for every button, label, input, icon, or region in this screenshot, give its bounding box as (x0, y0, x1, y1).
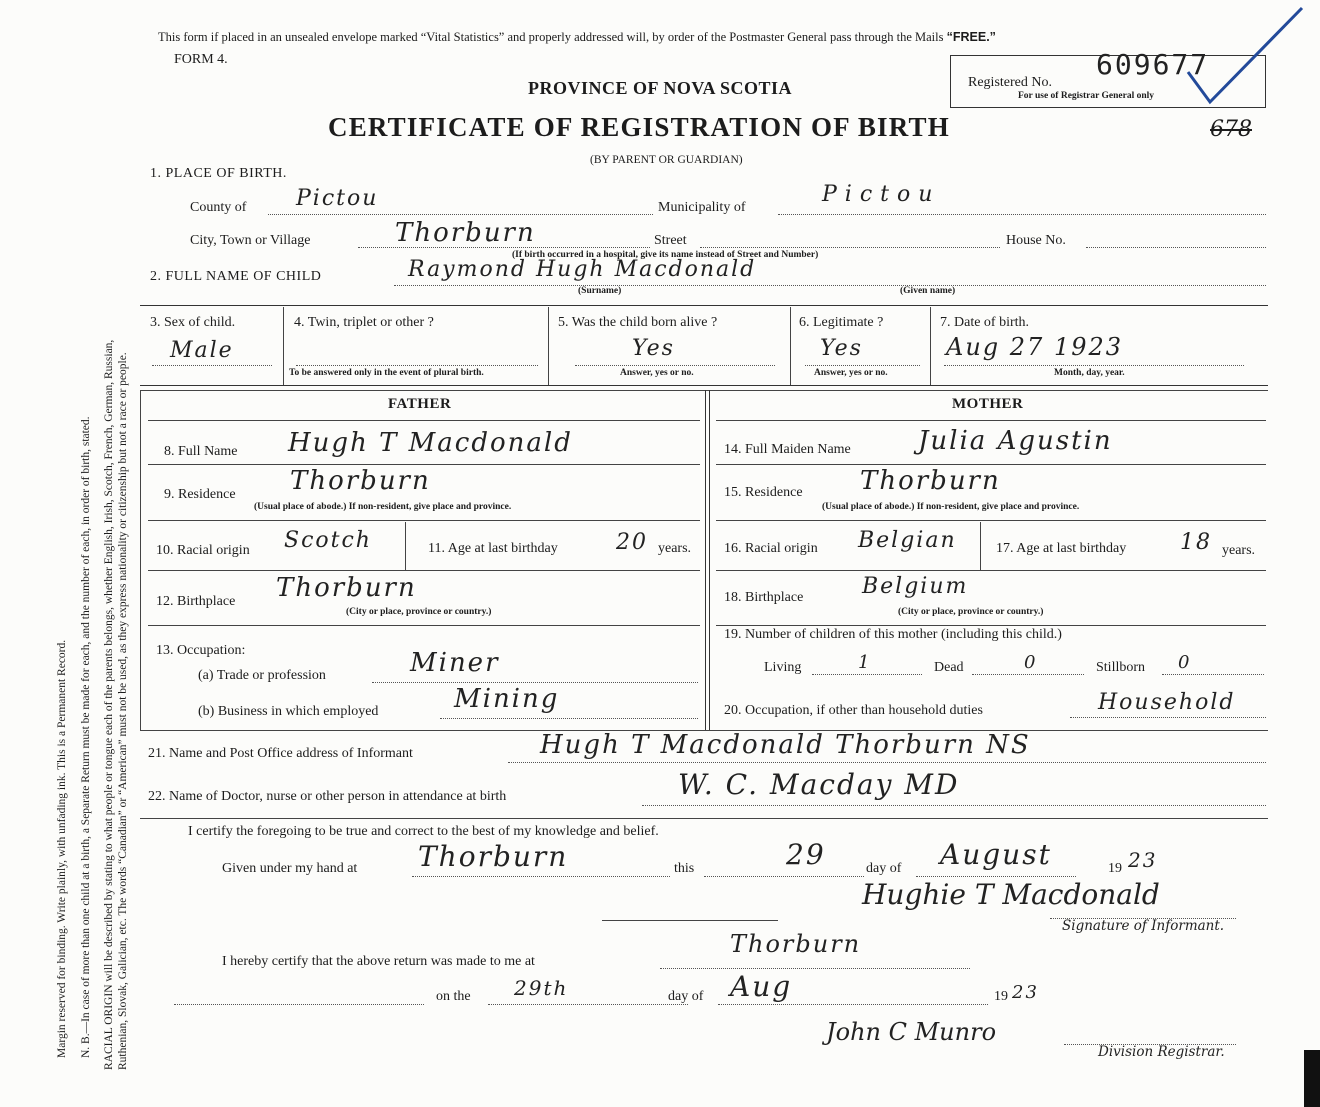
mother-residence-label: 15. Residence (724, 485, 803, 500)
child-name-label: 2. FULL NAME OF CHILD (150, 269, 322, 284)
registrar-month-value: Aug (730, 970, 793, 1003)
dead-value: 0 (1024, 652, 1038, 673)
informant-label: 21. Name and Post Office address of Informant (148, 746, 413, 761)
dead-label: Dead (934, 660, 964, 675)
given-name-note: (Given name) (900, 286, 956, 296)
given-under-label: Given under my hand at (222, 861, 358, 876)
mother-age-label: 17. Age at last birthday (996, 541, 1127, 556)
father-years-label: years. (658, 541, 692, 556)
stillborn-value: 0 (1178, 652, 1192, 673)
given-place-value: Thorburn (418, 840, 569, 873)
sex-label: 3. Sex of child. (150, 315, 236, 330)
father-trade-value: Miner (410, 648, 500, 678)
mother-children-label: 19. Number of children of this mother (including this child.) (724, 627, 1062, 642)
registrar-place-value: Thorburn (730, 930, 862, 958)
mother-name-label: 14. Full Maiden Name (724, 442, 851, 457)
registrar-signature: John C Munro (826, 1018, 997, 1046)
mother-occupation-value: Household (1098, 690, 1236, 715)
form-number: FORM 4. (174, 52, 228, 67)
postal-notice (158, 30, 996, 45)
county-label: County of (190, 200, 247, 215)
father-trade-label: (a) Trade or profession (198, 668, 326, 683)
sex-value: Male (170, 338, 234, 363)
father-age-label: 11. Age at last birthday (428, 541, 558, 556)
margin-note-plural-birth: N. B.—In case of more than one child at a birth, a Separate Return must be made for each, and the number of each, in order of birth, stated. (80, 416, 92, 1058)
date-of-birth-value: Aug 27 1923 (946, 333, 1124, 361)
registered-label: Registered No. (968, 75, 1052, 90)
alive-note: Answer, yes or no. (620, 368, 694, 378)
twin-label: 4. Twin, triplet or other ? (294, 315, 434, 330)
living-label: Living (764, 660, 802, 675)
alive-value: Yes (632, 336, 675, 361)
father-birthplace-value: Thorburn (276, 573, 417, 603)
father-age-value: 20 (616, 530, 648, 555)
informant-signature: Hughie T Macdonald (862, 878, 1160, 911)
postal-notice-free: “FREE.” (946, 30, 996, 44)
county-value: Pictou (296, 186, 379, 211)
legitimate-label: 6. Legitimate ? (799, 315, 884, 330)
mother-birthplace-label: 18. Birthplace (724, 590, 804, 605)
legitimate-note: Answer, yes or no. (814, 368, 888, 378)
date-of-birth-label: 7. Date of birth. (940, 315, 1030, 330)
mother-racial-label: 16. Racial origin (724, 541, 818, 556)
date-of-birth-note: Month, day, year. (1054, 368, 1125, 378)
house-number-label: House No. (1006, 233, 1066, 248)
given-year-prefix: 19 (1108, 861, 1122, 876)
doctor-value: W. C. Macday MD (678, 768, 960, 801)
informant-value: Hugh T Macdonald Thorburn NS (540, 730, 1031, 760)
father-business-value: Mining (454, 684, 560, 714)
registrar-day-value: 29th (514, 976, 569, 1000)
municipality-label: Municipality of (658, 200, 746, 215)
mother-heading: MOTHER (952, 396, 1024, 412)
father-occupation-label: 13. Occupation: (156, 643, 246, 658)
given-year-value: 23 (1128, 848, 1158, 872)
father-residence-value: Thorburn (290, 466, 431, 496)
father-racial-label: 10. Racial origin (156, 543, 250, 558)
father-residence-label: 9. Residence (164, 487, 236, 502)
given-month-value: August (940, 838, 1052, 871)
living-value: 1 (858, 652, 872, 673)
child-name-value: Raymond Hugh Macdonald (408, 257, 757, 282)
father-racial-value: Scotch (284, 528, 372, 553)
mother-name-value: Julia Agustin (918, 426, 1113, 456)
province-heading: PROVINCE OF NOVA SCOTIA (528, 78, 793, 98)
father-abode-note: (Usual place of abode.) If non-resident, give place and province. (254, 502, 512, 512)
registered-note: For use of Registrar General only (1018, 91, 1155, 101)
mother-birthplace-value: Belgium (862, 574, 969, 599)
street-label: Street (654, 233, 687, 248)
registrar-signature-label: Division Registrar. (1098, 1044, 1225, 1060)
postal-notice-text: This form if placed in an unsealed envelope marked “Vital Statistics” and properly addressed will, by order of the Postmaster General pass through the Mails (158, 30, 944, 44)
mother-occupation-label: 20. Occupation, if other than household duties (724, 703, 983, 718)
registrar-day-of-label: day of (668, 989, 704, 1004)
day-of-label: day of (866, 861, 902, 876)
doctor-label: 22. Name of Doctor, nurse or other person in attendance at birth (148, 789, 507, 804)
on-the-label: on the (436, 989, 471, 1004)
margin-note-racial-origin-cont: Ruthenian, Slovak, Galician, etc. The words “Canadian” or “American” must not be used, as they express nationality or citizenship but not a race or people. (117, 352, 129, 1070)
twin-note: To be answered only in the event of plural birth. (289, 368, 484, 378)
father-birthplace-note: (City or place, province or country.) (346, 607, 492, 617)
city-label: City, Town or Village (190, 233, 311, 248)
hospital-note: (If birth occurred in a hospital, give its name instead of Street and Number) (512, 250, 819, 260)
this-label: this (674, 861, 695, 876)
place-of-birth-heading: 1. PLACE OF BIRTH. (150, 166, 287, 181)
municipality-value: Pictou (822, 182, 941, 207)
father-heading: FATHER (388, 396, 452, 412)
mother-residence-value: Thorburn (860, 466, 1001, 496)
registrar-year-value: 23 (1012, 982, 1039, 1003)
mother-racial-value: Belgian (858, 528, 957, 553)
registered-number: 609677 (1096, 48, 1210, 81)
mother-birthplace-note: (City or place, province or country.) (898, 607, 1044, 617)
mother-age-value: 18 (1180, 530, 1212, 555)
check-mark-icon (1180, 2, 1310, 112)
margin-note-binding: Margin reserved for binding. Write plainly, with unfading ink. This is a Permanent Record. (56, 639, 68, 1058)
registered-mark: 678 (1210, 117, 1252, 142)
page-subtitle: (BY PARENT OR GUARDIAN) (590, 154, 743, 166)
given-day-value: 29 (786, 838, 826, 871)
father-name-value: Hugh T Macdonald (288, 428, 573, 458)
legitimate-value: Yes (820, 336, 863, 361)
informant-signature-label: Signature of Informant. (1062, 918, 1225, 934)
alive-label: 5. Was the child born alive ? (558, 315, 718, 330)
margin-note-racial-origin: RACIAL ORIGIN will be described by stating to what people or tongue each of the parents belongs, whether English, Irish, Scotch, French, German, Russian, (103, 339, 115, 1070)
mother-years-label: years. (1222, 543, 1256, 558)
stillborn-label: Stillborn (1096, 660, 1146, 675)
city-value: Thorburn (395, 218, 536, 248)
page-title: CERTIFICATE OF REGISTRATION OF BIRTH (328, 112, 950, 142)
registrar-year-prefix: 19 (994, 989, 1008, 1004)
registrar-cert-text: I hereby certify that the above return was made to me at (222, 954, 535, 969)
father-birthplace-label: 12. Birthplace (156, 594, 236, 609)
certification-text: I certify the foregoing to be true and correct to the best of my knowledge and belief. (188, 824, 659, 839)
father-name-label: 8. Full Name (164, 444, 238, 459)
surname-note: (Surname) (578, 286, 622, 296)
scan-edge (1304, 1050, 1320, 1107)
mother-abode-note: (Usual place of abode.) If non-resident, give place and province. (822, 502, 1080, 512)
father-business-label: (b) Business in which employed (198, 704, 379, 719)
